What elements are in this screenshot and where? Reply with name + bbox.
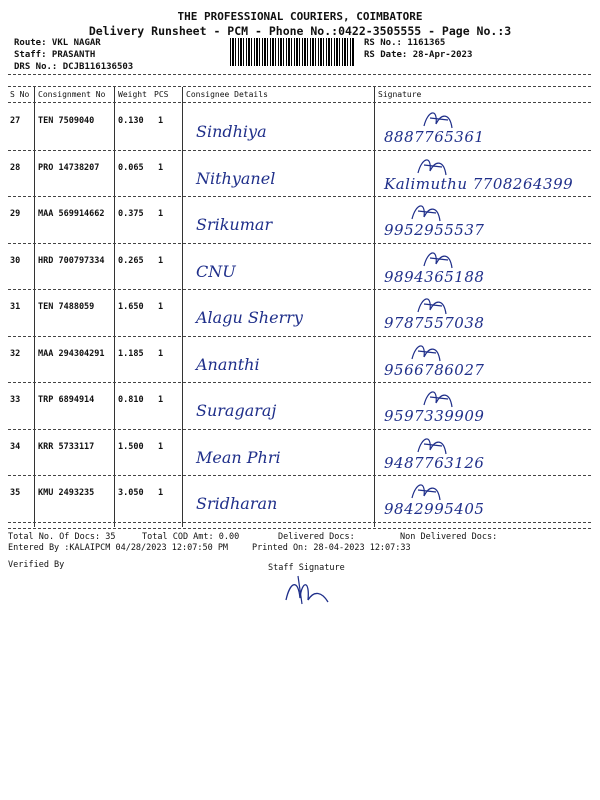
row-signature-handwritten: 9487763126: [384, 453, 485, 472]
divider: [8, 86, 591, 87]
row-divider: [8, 196, 591, 197]
row-weight: 3.050: [118, 488, 144, 498]
row-sno: 28: [10, 162, 21, 173]
total-docs: Total No. Of Docs: 35: [8, 532, 116, 542]
rs-date: RS Date: 28-Apr-2023: [364, 50, 473, 60]
row-divider: [8, 243, 591, 244]
row-signature-handwritten: 9894365188: [384, 267, 485, 286]
staff-signature-mark: [278, 572, 338, 608]
staff-label: Staff: PRASANTH: [14, 50, 96, 60]
row-sno: 31: [10, 302, 21, 312]
signature-scribble: [420, 106, 456, 132]
row-consignee-handwritten: Nithyanel: [196, 168, 276, 188]
row-consignment-no: MAA 294304291: [38, 348, 105, 359]
row-signature-handwritten: 9842995405: [384, 500, 485, 518]
delivered-docs: Delivered Docs:: [278, 532, 355, 542]
row-divider: [8, 475, 591, 476]
row-divider: [8, 336, 591, 337]
row-signature-handwritten: 9597339909: [384, 407, 485, 425]
row-consignee-handwritten: Mean Phri: [196, 447, 281, 467]
row-consignment-no: TEN 7488059: [38, 302, 95, 312]
col-header-consignment: Consignment No: [38, 90, 106, 99]
row-sno: 33: [10, 395, 21, 405]
row-consignment-no: PRO 14738207: [38, 162, 100, 173]
row-divider: [8, 150, 591, 151]
row-sno: 34: [10, 441, 21, 452]
row-weight: 1.185: [118, 348, 144, 359]
row-consignee-handwritten: Sridharan: [196, 494, 278, 513]
row-weight: 0.375: [118, 209, 144, 219]
row-pcs: 1: [158, 395, 164, 405]
row-consignment-no: KRR 5733117: [38, 441, 95, 452]
rs-number: RS No.: 1161365: [364, 38, 446, 48]
row-consignment-no: KMU 2493235: [38, 488, 95, 498]
signature-scribble: [420, 385, 456, 411]
signature-scribble: [408, 478, 444, 504]
row-consignment-no: TRP 6894914: [38, 395, 95, 405]
row-signature-handwritten: 9787557038: [384, 314, 485, 332]
row-pcs: 1: [158, 255, 164, 266]
col-header-signature: Signature: [378, 90, 422, 99]
printed-on: Printed On: 28-04-2023 12:07:33: [252, 543, 411, 553]
column-divider: [114, 87, 115, 527]
row-consignment-no: HRD 700797334: [38, 255, 105, 266]
row-divider: [8, 429, 591, 430]
row-divider: [8, 522, 591, 523]
row-weight: 0.065: [118, 162, 144, 173]
row-pcs: 1: [158, 348, 164, 359]
row-consignee-handwritten: Ananthi: [196, 354, 260, 374]
row-weight: 1.650: [118, 302, 144, 312]
signature-scribble: [408, 339, 444, 365]
signature-scribble: [414, 432, 450, 458]
row-weight: 0.265: [118, 255, 144, 266]
non-delivered-docs: Non Delivered Docs:: [400, 532, 498, 542]
row-sno: 30: [10, 255, 21, 266]
row-sno: 35: [10, 488, 21, 498]
row-pcs: 1: [158, 116, 164, 126]
row-pcs: 1: [158, 441, 164, 452]
row-pcs: 1: [158, 162, 164, 173]
row-sno: 27: [10, 116, 21, 126]
row-divider: [8, 382, 591, 383]
runsheet-subtitle: Delivery Runsheet - PCM - Phone No.:0422-3505555 - Page No.:3: [88, 24, 512, 38]
col-header-sno: S No: [10, 90, 30, 99]
row-weight: 0.810: [118, 395, 144, 405]
barcode: [230, 38, 354, 66]
row-signature-handwritten: 8887765361: [384, 128, 485, 146]
col-header-weight: Weight: [118, 90, 147, 99]
col-header-consignee: Consignee Details: [186, 90, 268, 99]
row-consignee-handwritten: Sindhiya: [196, 122, 267, 141]
row-consignment-no: MAA 569914662: [38, 209, 105, 219]
drs-label: DRS No.: DCJB116136503: [14, 62, 134, 72]
col-header-pcs: PCS: [154, 90, 169, 99]
total-cod: Total COD Amt: 0.00: [142, 532, 240, 542]
signature-scribble: [408, 199, 444, 225]
company-title: THE PROFESSIONAL COURIERS, COIMBATORE: [177, 10, 423, 23]
row-signature-handwritten: 9952955537: [384, 221, 485, 239]
row-sno: 32: [10, 348, 21, 359]
divider: [8, 102, 591, 103]
signature-scribble: [414, 153, 450, 179]
column-divider: [182, 87, 183, 527]
row-pcs: 1: [158, 488, 164, 498]
route-label: Route: VKL NAGAR: [14, 38, 101, 48]
row-weight: 0.130: [118, 116, 144, 126]
row-consignee-handwritten: Alagu Sherry: [196, 308, 303, 327]
column-divider: [374, 87, 375, 527]
staff-signature-label: Staff Signature: [268, 563, 345, 573]
row-pcs: 1: [158, 209, 164, 219]
column-divider: [34, 87, 35, 527]
row-consignee-handwritten: Suragaraj: [196, 401, 277, 420]
divider: [8, 528, 591, 529]
entered-by: Entered By :KALAIPCM 04/28/2023 12:07:50 PM: [8, 543, 229, 553]
verified-by: Verified By: [8, 560, 65, 570]
row-divider: [8, 289, 591, 290]
row-pcs: 1: [158, 302, 164, 312]
signature-scribble: [420, 246, 456, 272]
row-signature-handwritten: 9566786027: [384, 360, 485, 379]
row-consignment-no: TEN 7509040: [38, 116, 95, 126]
row-signature-handwritten: Kalimuthu 7708264399: [384, 174, 574, 193]
divider: [8, 74, 591, 75]
row-sno: 29: [10, 209, 21, 219]
row-consignee-handwritten: CNU: [196, 261, 236, 281]
signature-scribble: [414, 292, 450, 318]
row-weight: 1.500: [118, 441, 144, 452]
row-consignee-handwritten: Srikumar: [196, 215, 273, 234]
